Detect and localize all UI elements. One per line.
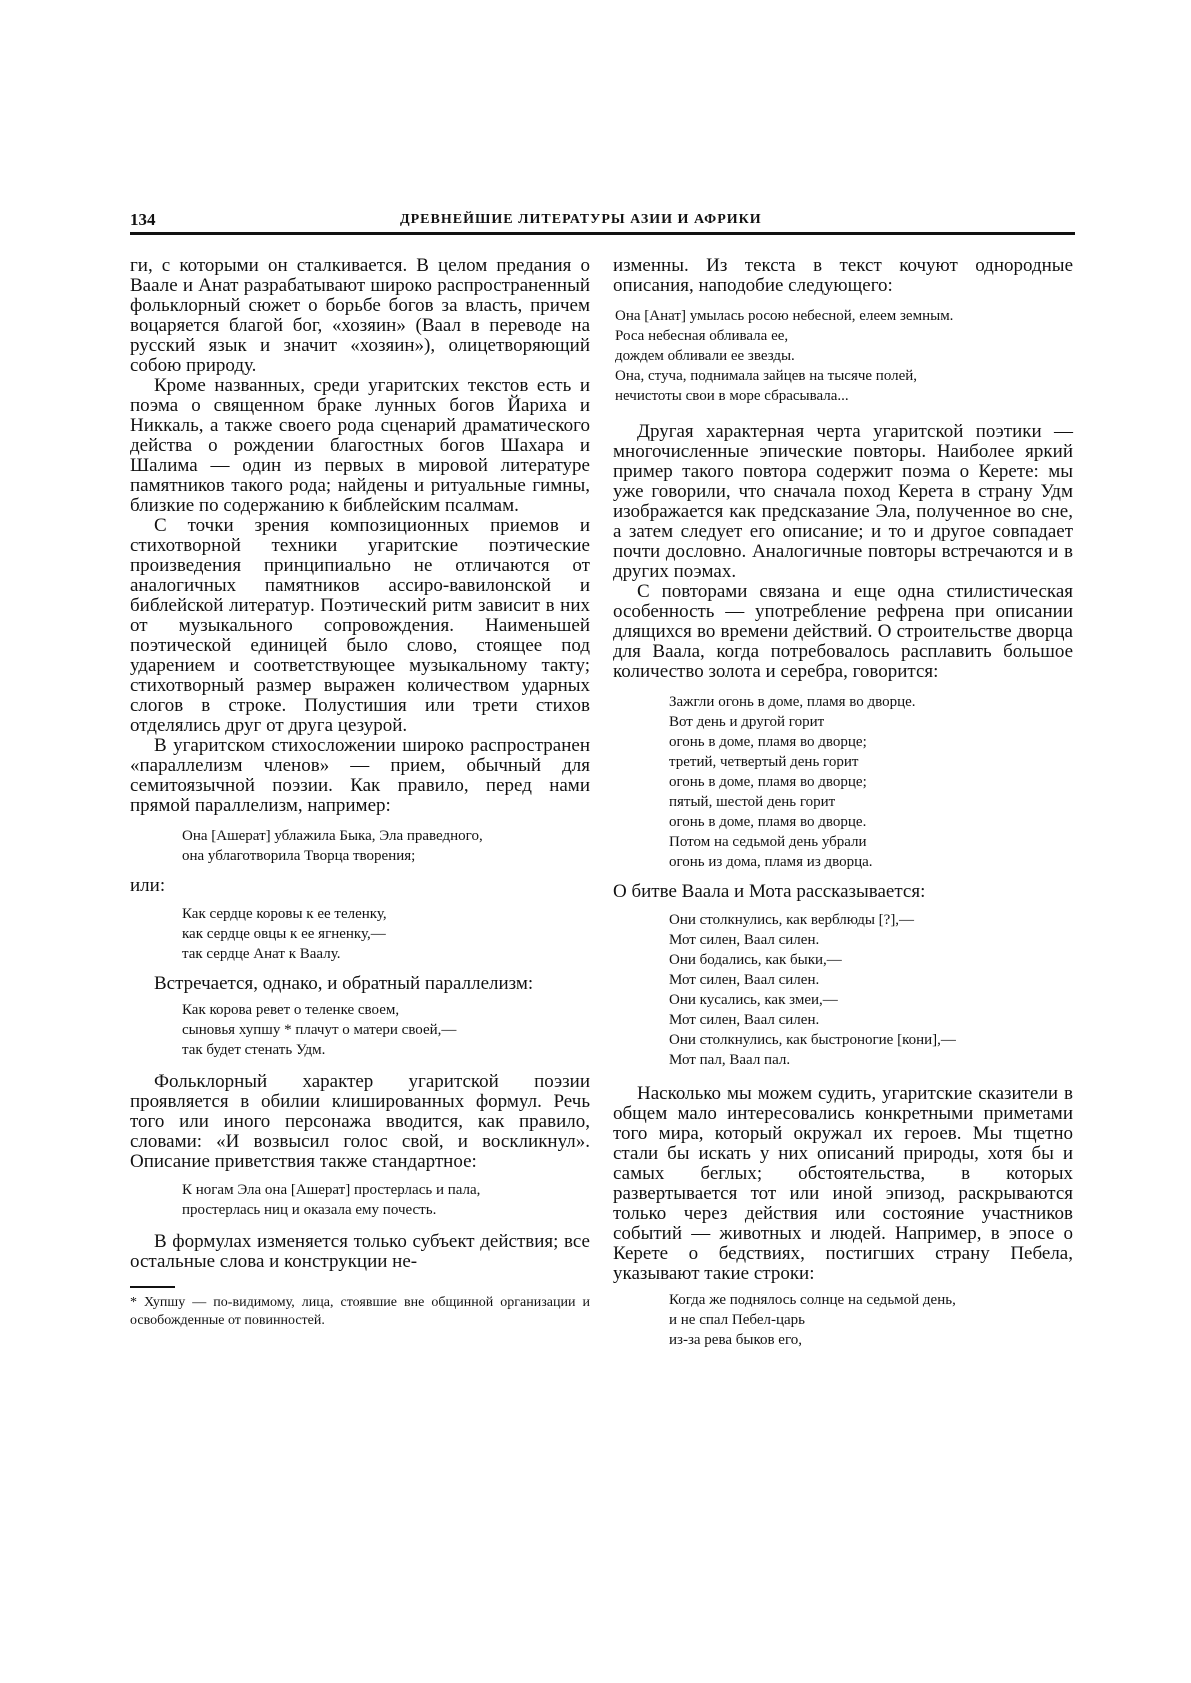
verse-line: Как корова ревет о теленке своем, xyxy=(182,1002,400,1018)
verse-line: Роса небесная обливала ее, xyxy=(615,328,789,344)
footnote-rule xyxy=(130,1286,175,1288)
verse-line: так сердце Анат к Ваалу. xyxy=(182,946,341,962)
verse-line: Потом на седьмой день убрали xyxy=(669,834,867,850)
verse-line: пятый, шестой день горит xyxy=(669,794,836,810)
verse-line: она ублаготворила Творца творения; xyxy=(182,848,416,864)
verse-line: огонь из дома, пламя из дворца. xyxy=(669,854,873,870)
paragraph: Насколько мы можем судить, угаритские сказители в общем мало интересовались конкретными приметами того мира, который окружал их героев. Мы тщетно стали бы искать у них описаний природы, хотя бы и самых беглых; обстоятельства, в которых развертывается тот или иной эпизод, раскрываются только через действия или состояние участников событий — животных и людей. Например, в эпосе о Керете о бедствиях, постигших страну Пебела, указывают такие строки: xyxy=(613,1083,1073,1284)
paragraph: О битве Ваала и Мота рассказывается: xyxy=(613,881,926,902)
verse-line: простерлась ниц и оказала ему почесть. xyxy=(182,1202,437,1218)
verse-line: Когда же поднялось солнце на седьмой день, xyxy=(669,1292,956,1308)
paragraph: Другая характерная черта угаритской поэтики — многочисленные эпические повторы. Наиболее яркий пример такого повтора содержит поэма о Керете: мы уже говорили, что сначала поход Керета в страну Удм изображается как предсказание Эла, полученное во сне, а затем следует его описание; и то и другое совпадает почти дословно. Аналогичные повторы встречаются и в других поэмах. xyxy=(613,421,1073,582)
verse-line: огонь в доме, пламя во дворце; xyxy=(669,734,867,750)
verse-line: дождем обливали ее звезды. xyxy=(615,348,795,364)
paragraph: С повторами связана и еще одна стилистическая особенность — употребление рефрена при описании длящихся во времени действий. О строительстве дворца для Ваала, когда потребовалось расплавить большое количество золота и серебра, говорится: xyxy=(613,581,1073,682)
verse-line: огонь в доме, пламя во дворце. xyxy=(669,814,867,830)
verse-line: Они столкнулись, как верблюды [?],— xyxy=(669,912,915,928)
verse-line: Они кусались, как змеи,— xyxy=(669,992,838,1008)
paragraph: В формулах изменяется только субъект действия; все остальные слова и конструкции не- xyxy=(130,1231,590,1272)
verse-line: нечистоты свои в море сбрасывала... xyxy=(615,388,849,404)
verse-quote xyxy=(182,826,590,866)
verse-line: Она [Анат] умылась росою небесной, елеем земным. xyxy=(615,308,954,324)
page-number: 134 xyxy=(130,210,156,229)
paragraph: или: xyxy=(130,875,166,896)
verse-line: огонь в доме, пламя во дворце; xyxy=(669,774,867,790)
verse-quote xyxy=(182,1180,590,1220)
paragraph: Фольклорный характер угаритской поэзии проявляется в обилии клишированных формул. Речь того или иного персонажа вводится, как правило, словами: «И возвысил голос свой, и воскликнул». Описание приветствия также стандартное: xyxy=(130,1071,590,1172)
footnote: * Хупшу — по-видимому, лица, стоявшие вне общинной организации и освобожденные от повинностей. xyxy=(130,1295,590,1328)
header-rule xyxy=(130,232,1075,235)
verse-quote xyxy=(669,1290,1073,1350)
verse-line: Они столкнулись, как быстроногие [кони],— xyxy=(669,1032,956,1048)
verse-line: и не спал Пебел-царь xyxy=(669,1312,806,1328)
verse-line: К ногам Эла она [Ашерат] простерлась и пала, xyxy=(182,1182,481,1198)
paragraph: Встречается, однако, и обратный параллелизм: xyxy=(154,973,534,994)
paragraph: С точки зрения композиционных приемов и стихотворной техники угаритские поэтические произведения принципиально не отличаются от аналогичных памятников ассиро-вавилонской и библейской литератур. Поэтический ритм зависит в них от музыкального сопровождения. Наименьшей поэтической единицей было слово, стоящее под ударением и соответствующее музыкальному такту; стихотворный размер выражен количеством ударных слогов в строке. Полустишия или трети стихов отделялись друг от друга цезурой. xyxy=(130,515,590,736)
verse-line: Мот силен, Ваал силен. xyxy=(669,932,820,948)
paragraph: Кроме названных, среди угаритских текстов есть и поэма о священном браке лунных богов Йариха и Никкаль, а также своего рода сценарий драматического действа о рождении благостных богов Шахара и Шалима — один из первых в мировой литературе памятников такого рода; найдены и ритуальные гимны, близкие по содержанию к библейским псалмам. xyxy=(130,375,590,516)
verse-line: Мот пал, Ваал пал. xyxy=(669,1052,791,1068)
verse-line: Мот силен, Ваал силен. xyxy=(669,972,820,988)
verse-line: Мот силен, Ваал силен. xyxy=(669,1012,820,1028)
running-title: ДРЕВНЕЙШИЕ ЛИТЕРАТУРЫ АЗИИ И АФРИКИ xyxy=(400,212,762,227)
verse-line: из-за рева быков его, xyxy=(669,1332,802,1348)
verse-quote xyxy=(182,1000,590,1060)
verse-line: сыновья хупшу * плачут о матери своей,— xyxy=(182,1022,457,1038)
verse-line: Она, стуча, поднимала зайцев на тысяче полей, xyxy=(615,368,918,384)
left-column xyxy=(130,256,590,1330)
verse-quote xyxy=(182,904,590,964)
paragraph: изменны. Из текста в текст кочуют однородные описания, наподобие следующего: xyxy=(613,255,1073,296)
verse-line: Вот день и другой горит xyxy=(669,714,825,730)
verse-quote xyxy=(669,692,1073,872)
right-column xyxy=(613,256,1073,1350)
verse-quote xyxy=(669,910,1073,1070)
verse-quote xyxy=(615,306,1073,406)
verse-line: Она [Ашерат] ублажила Быка, Эла праведного, xyxy=(182,828,483,844)
paragraph: ги, с которыми он сталкивается. В целом предания о Ваале и Анат разрабатывают широко распространенный фольклорный сюжет о борьбе богов за власть, причем воцаряется благой бог, «хозяин» (Ваал в переводе на русский язык и значит «хозяин»), олицетворяющий собою природу. xyxy=(130,255,590,376)
paragraph: В угаритском стихосложении широко распространен «параллелизм членов» — прием, обычный для семитоязычной поэзии. Как правило, перед нами прямой параллелизм, например: xyxy=(130,735,590,816)
verse-line: как сердце овцы к ее ягненку,— xyxy=(182,926,386,942)
verse-line: Они бодались, как быки,— xyxy=(669,952,842,968)
verse-line: Зажгли огонь в доме, пламя во дворце. xyxy=(669,694,916,710)
verse-line: третий, четвертый день горит xyxy=(669,754,859,770)
verse-line: так будет стенать Удм. xyxy=(182,1042,326,1058)
verse-line: Как сердце коровы к ее теленку, xyxy=(182,906,387,922)
